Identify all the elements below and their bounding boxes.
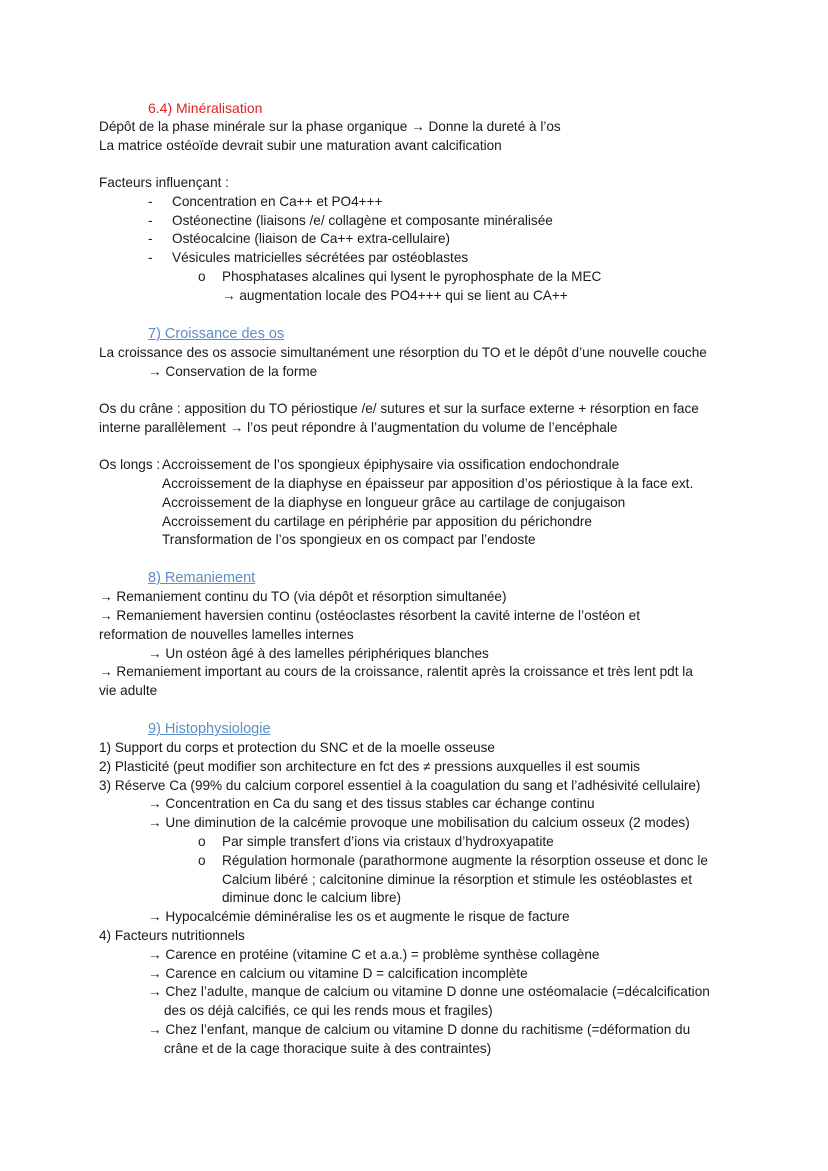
text-line: → Remaniement haversien continu (ostéoclastes résorbent la cavité interne de l’ostéon et [99, 608, 641, 623]
text-line: Dépôt de la phase minérale sur la phase organique → Donne la dureté à l’os [99, 119, 561, 134]
text-line: → Une diminution de la calcémie provoque une mobilisation du calcium osseux (2 modes) [148, 815, 690, 830]
text-line: vie adulte [99, 683, 158, 698]
text-line: La matrice ostéoïde devrait subir une maturation avant calcification [99, 138, 502, 153]
list-item: diminue donc le calcium libre) [222, 890, 402, 905]
section-heading-mineralisation: 6.4) Minéralisation [148, 100, 263, 116]
list-item: Phosphatases alcalines qui lysent le pyrophosphate de la MEC [222, 269, 602, 284]
text-line: → Remaniement important au cours de la croissance, ralentit après la croissance et très lent pdt la [99, 664, 693, 679]
dash-bullet: - [148, 194, 153, 209]
list-item: Par simple transfert d’ions via cristaux d’hydroxyapatite [222, 834, 554, 849]
text-line: Facteurs influençant : [99, 175, 229, 190]
text-line: → Concentration en Ca du sang et des tissus stables car échange continu [148, 796, 595, 811]
list-item: Concentration en Ca++ et PO4+++ [172, 194, 383, 209]
dash-bullet: - [148, 213, 153, 228]
text-line: 2) Plasticité (peut modifier son architecture en fct des ≠ pressions auxquelles il est soumis [99, 759, 640, 774]
list-item: Accroissement de la diaphyse en longueur grâce au cartilage de conjugaison [162, 495, 626, 510]
list-item: Calcium libéré ; calcitonine diminue la résorption et stimule les ostéoblastes et [222, 872, 692, 887]
text-line: → Chez l’enfant, manque de calcium ou vitamine D donne du rachitisme (=déformation du [148, 1022, 691, 1037]
text-line: → Conservation de la forme [148, 364, 318, 379]
list-item: Ostéocalcine (liaison de Ca++ extra-cellulaire) [172, 231, 451, 246]
section-heading-croissance: 7) Croissance des os [148, 326, 285, 342]
section-heading-histophysiologie: 9) Histophysiologie [148, 721, 271, 737]
text-line: 3) Réserve Ca (99% du calcium corporel essentiel à la coagulation du sang et l’adhésivité cellulaire) [99, 778, 701, 793]
text-line: → Carence en calcium ou vitamine D = calcification incomplète [148, 966, 528, 981]
text-line: des os déjà calcifiés, ce qui les rends mous et fragiles) [164, 1003, 493, 1018]
section-heading-remaniement: 8) Remaniement [148, 570, 256, 586]
dash-bullet: - [148, 250, 153, 265]
circle-bullet: o [198, 269, 206, 284]
list-item: Accroissement de l’os spongieux épiphysaire via ossification endochondrale [162, 457, 620, 472]
text-line: reformation de nouvelles lamelles internes [99, 627, 354, 642]
text-line: 1) Support du corps et protection du SNC et de la moelle osseuse [99, 740, 495, 755]
list-item: Vésicules matricielles sécrétées par ostéoblastes [172, 250, 469, 265]
text-line: → Carence en protéine (vitamine C et a.a.) = problème synthèse collagène [148, 947, 600, 962]
list-item: Transformation de l’os spongieux en os compact par l’endoste [162, 532, 536, 547]
list-item: Ostéonectine (liaisons /e/ collagène et composante minéralisée [172, 213, 553, 228]
text-line: → Chez l’adulte, manque de calcium ou vitamine D donne une ostéomalacie (=décalcification [148, 984, 710, 999]
text-line: crâne et de la cage thoracique suite à des contraintes) [164, 1041, 492, 1056]
text-line: La croissance des os associe simultanément une résorption du TO et le dépôt d’une nouvelle couche [99, 345, 707, 360]
text-line: → Hypocalcémie déminéralise les os et augmente le risque de facture [148, 909, 570, 924]
list-item: Régulation hormonale (parathormone augmente la résorption osseuse et donc le [222, 853, 708, 868]
text-line: Os du crâne : apposition du TO périostique /e/ sutures et sur la surface externe + résorption en face [99, 401, 699, 416]
dash-bullet: - [148, 231, 153, 246]
text-line: → Un ostéon âgé à des lamelles périphériques blanches [148, 646, 489, 661]
list-item: Accroissement de la diaphyse en épaisseur par apposition d’os périostique à la face ext. [162, 476, 694, 491]
text-line: interne parallèlement → l’os peut répondre à l’augmentation du volume de l’encéphale [99, 420, 618, 435]
text-line: → augmentation locale des PO4+++ qui se lient au CA++ [222, 288, 568, 303]
text-line: 4) Facteurs nutritionnels [99, 928, 245, 943]
circle-bullet: o [198, 834, 206, 849]
circle-bullet: o [198, 853, 206, 868]
text-line: → Remaniement continu du TO (via dépôt et résorption simultanée) [99, 589, 507, 604]
list-item: Accroissement du cartilage en périphérie par apposition du périchondre [162, 514, 592, 529]
os-longs-label: Os longs : [99, 457, 161, 472]
